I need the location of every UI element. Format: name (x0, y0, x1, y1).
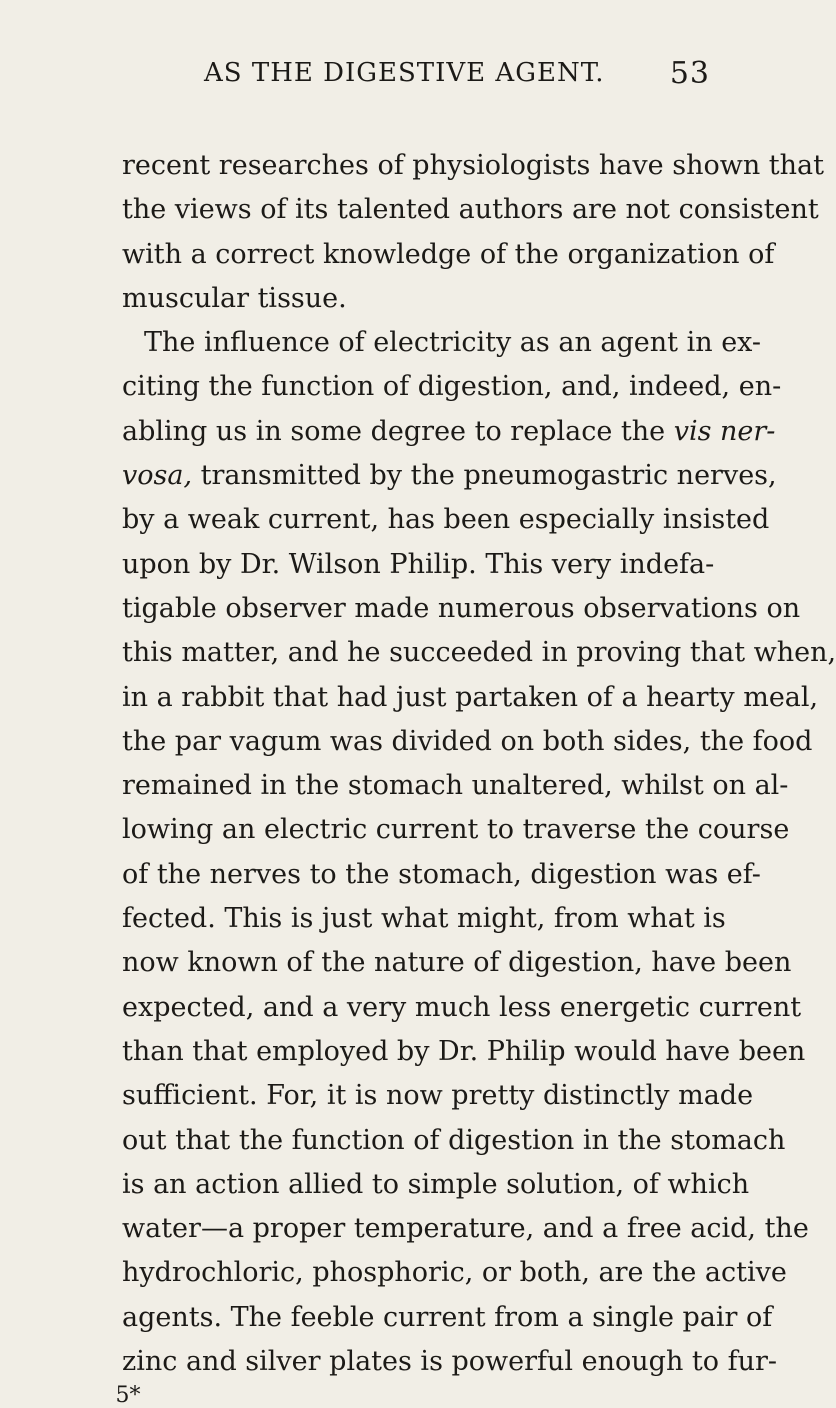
text-line: The influence of electricity as an agent in ex- (144, 327, 762, 359)
text-line: sufficient. For, it is now pretty distinctly made (122, 1080, 754, 1112)
italic-phrase: vis ner- (673, 415, 776, 447)
text-line: hydrochloric, phosphoric, or both, are the active (122, 1257, 787, 1289)
text-line (122, 454, 777, 498)
text-line: the par vagum was divided on both sides, the food (122, 725, 813, 757)
text-fragment: abling us in some degree to replace the (122, 415, 666, 447)
text-line: lowing an electric current to traverse the course (122, 814, 790, 846)
text-fragment: transmitted by the pneumogastric nerves, (200, 460, 777, 492)
italic-phrase: vosa, (122, 460, 193, 492)
text-line: agents. The feeble current from a single pair of (122, 1301, 773, 1333)
text-line: this matter, and he succeeded in proving that when, (122, 637, 836, 669)
text-line: than that employed by Dr. Philip would have been (122, 1035, 806, 1067)
text-line: with a correct knowledge of the organization of (122, 238, 775, 270)
text-line: tigable observer made numerous observations on (122, 592, 801, 624)
text-line: fected. This is just what might, from what is (122, 903, 726, 935)
signature-mark: 5* (115, 1383, 141, 1408)
text-line: now known of the nature of digestion, have been (122, 947, 792, 979)
text-line: zinc and silver plates is powerful enough to fur- (122, 1346, 778, 1378)
text-line: the views of its talented authors are not consistent (122, 194, 819, 226)
text-line: is an action allied to simple solution, of which (122, 1168, 750, 1200)
text-line (122, 410, 776, 454)
running-title: AS THE DIGESTIVE AGENT. (204, 58, 605, 88)
text-line: expected, and a very much less energetic current (122, 991, 802, 1023)
text-line: of the nerves to the stomach, digestion was ef- (122, 858, 761, 890)
text-line: in a rabbit that had just partaken of a hearty meal, (122, 681, 819, 713)
text-line: recent researches of physiologists have shown that (122, 150, 824, 181)
running-head (122, 50, 710, 92)
page-number: 53 (669, 56, 710, 91)
text-line: out that the function of digestion in the stomach (122, 1124, 786, 1156)
text-line: citing the function of digestion, and, indeed, en- (122, 371, 782, 403)
body-text (115, 144, 836, 1408)
text-line: muscular tissue. (122, 282, 347, 314)
text-line: upon by Dr. Wilson Philip. This very indefa- (122, 548, 715, 580)
text-line: by a weak current, has been especially insisted (122, 504, 770, 536)
text-line: remained in the stomach unaltered, whilst on al- (122, 770, 789, 802)
text-line: water—a proper temperature, and a free acid, the (122, 1213, 809, 1245)
